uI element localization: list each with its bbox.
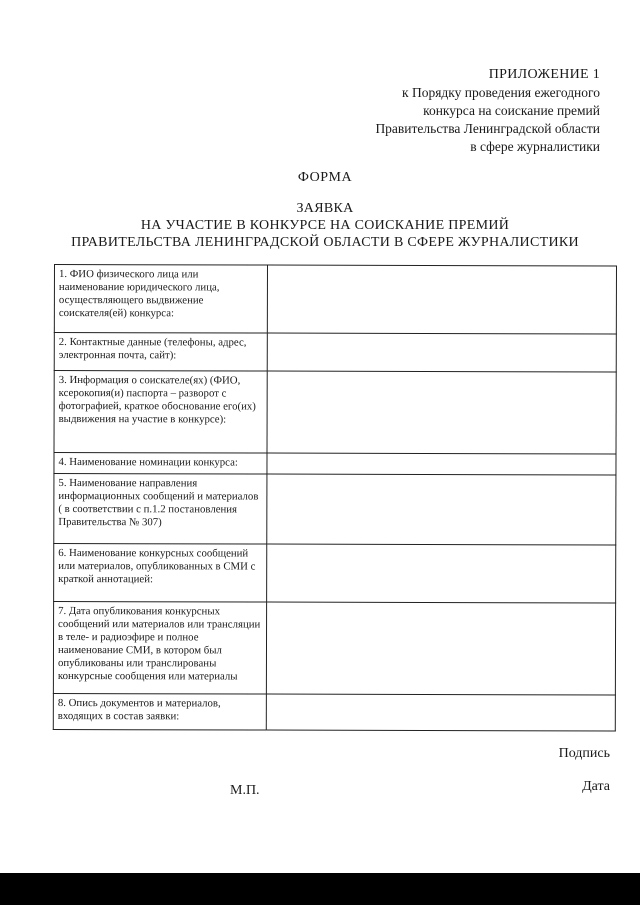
field-value[interactable] <box>266 602 615 695</box>
application-title <box>0 200 640 251</box>
field-label: 1. ФИО физического лица или наименование юридического лица, осуществляющего выдвижение соискателя(ей) конкурса: <box>54 265 267 334</box>
date-label: Дата <box>582 779 610 794</box>
field-value[interactable] <box>267 371 616 454</box>
table-row <box>54 265 616 334</box>
stamp-label: М.П. <box>230 783 260 798</box>
table-row <box>54 544 616 603</box>
field-value[interactable] <box>267 333 616 372</box>
appendix-block <box>375 66 600 156</box>
table-row <box>54 453 616 475</box>
appendix-title: ПРИЛОЖЕНИЕ 1 <box>488 67 600 82</box>
field-label: 4. Наименование номинации конкурса: <box>54 453 267 475</box>
field-label: 3. Информация о соискателе(ях) (ФИО, ксерокопия(и) паспорта – разворот с фотографией, краткое обоснование его(их) выдвижения на участие в конкурсе): <box>54 371 267 454</box>
field-value[interactable] <box>266 694 615 731</box>
appendix-line: к Порядку проведения ежегодного <box>402 85 600 100</box>
application-form-table <box>53 264 617 731</box>
table-row <box>53 602 615 695</box>
appendix-line: конкурса на соискание премий <box>423 103 600 118</box>
table-row <box>54 474 616 545</box>
field-value[interactable] <box>267 474 616 545</box>
field-label: 5. Наименование направления информационных сообщений и материалов ( в соответствии с п.1.2 постановления Правительства № 307) <box>54 474 267 545</box>
application-title-line2: НА УЧАСТИЕ В КОНКУРСЕ НА СОИСКАНИЕ ПРЕМИЙ <box>140 218 510 233</box>
scan-border <box>0 873 640 905</box>
field-value[interactable] <box>267 453 616 475</box>
table-row <box>54 333 616 372</box>
field-value[interactable] <box>267 544 616 603</box>
field-label: 2. Контактные данные (телефоны, адрес, электронная почта, сайт): <box>54 333 267 372</box>
appendix-line: в сфере журналистики <box>470 139 600 154</box>
appendix-line: Правительства Ленинградской области <box>375 121 600 136</box>
field-label: 6. Наименование конкурсных сообщений или материалов, опубликованных в СМИ с краткой аннотацией: <box>54 544 267 603</box>
application-title-line1: ЗАЯВКА <box>296 201 354 216</box>
table-row <box>54 371 616 454</box>
field-label: 7. Дата опубликования конкурсных сообщений или материалов или трансляции в теле- и радиоэфире и полное наименование СМИ, в котором был опубликованы или транслированы конкурсные сообщения или материалы <box>53 602 266 695</box>
signature-label: Подпись <box>558 746 610 761</box>
field-value[interactable] <box>267 265 616 334</box>
application-title-line3: ПРАВИТЕЛЬСТВА ЛЕНИНГРАДСКОЙ ОБЛАСТИ В СФЕРЕ ЖУРНАЛИСТИКИ <box>71 235 579 250</box>
field-label: 8. Опись документов и материалов, входящих в состав заявки: <box>53 693 266 730</box>
form-label: ФОРМА <box>297 170 353 185</box>
table-row <box>53 693 615 730</box>
